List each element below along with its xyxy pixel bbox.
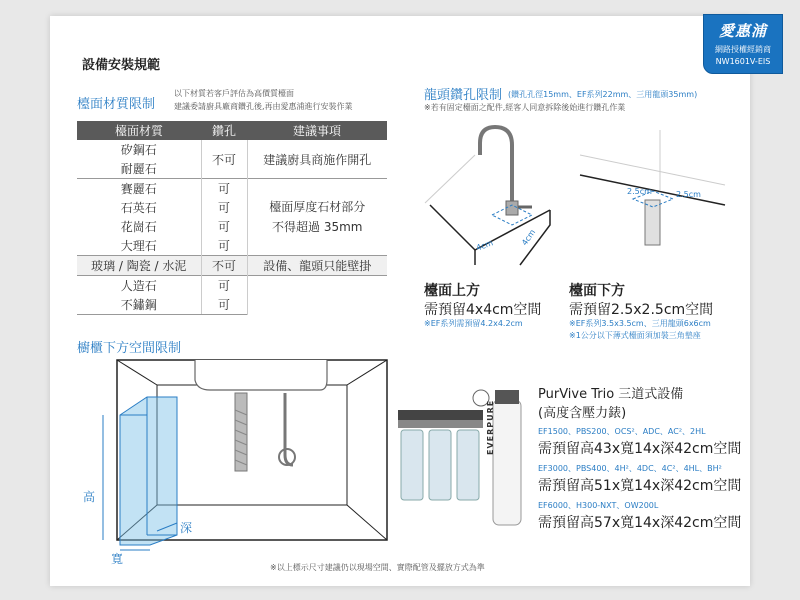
faucet-spec: (鑽孔孔徑15mm、EF系列22mm、三用龍頭35mm) <box>508 90 698 99</box>
product-brand-label: EVERPURE <box>486 399 495 455</box>
table-row <box>77 179 387 199</box>
below-requirement: 需預留2.5x2.5cm空間 <box>569 302 714 318</box>
label-depth: 深 <box>180 521 193 535</box>
dim-2.5cm-left: 2.5cm <box>627 187 652 196</box>
product-title: PurVive Trio 三道式設備 <box>538 387 684 402</box>
badge-line2: 網路授權經銷商 <box>715 45 771 54</box>
dim-4cm-left: 4cm <box>474 238 495 253</box>
advice-cell: 設備、龍頭只能壁掛 <box>247 256 387 276</box>
badge-code: NW1601V-EIS <box>715 57 771 66</box>
material-cell: 矽鋼石 <box>120 143 157 157</box>
below-note2: ※1公分以下薄式檯面須加裝三角墊座 <box>569 331 701 340</box>
model-group-3-req: 需預留高57x寬14x深42cm空間 <box>538 515 742 531</box>
below-note1: ※EF系列3.5x3.5cm、三用龍頭6x6cm <box>569 319 711 328</box>
advice-line1: 檯面厚度石材部分 <box>269 200 366 214</box>
cabinet-diagram <box>75 355 405 565</box>
label-width: 寬 <box>111 552 124 566</box>
header-drill: 鑽孔 <box>201 121 247 140</box>
advice-cell <box>247 179 387 256</box>
faucet-heading: 龍頭鑽孔限制 <box>424 88 503 103</box>
model-group-1-req: 需預留高43x寬14x深42cm空間 <box>538 441 742 457</box>
material-cell: 大理石 <box>120 239 157 253</box>
label-height: 高 <box>83 490 96 504</box>
drill-cell: 不可 <box>201 140 247 179</box>
table-header-row <box>77 121 387 140</box>
countertop-note <box>174 87 353 113</box>
dim-2.5cm-right: 2.5cm <box>676 190 701 199</box>
advice-line2: 不得超過 35mm <box>272 220 363 234</box>
model-group-3: EF6000、H300-NXT、OW200L <box>538 501 659 510</box>
model-group-2-req: 需預留高51x寬14x深42cm空間 <box>538 478 742 494</box>
advice-cell <box>247 276 387 315</box>
material-table <box>77 121 387 315</box>
advice-cell: 建議廚具商施作開孔 <box>247 140 387 179</box>
above-title: 檯面上方 <box>424 283 480 299</box>
drill-cell: 可 <box>201 217 247 236</box>
dealer-badge[interactable] <box>703 14 783 74</box>
dim-4cm-right: 4cm <box>519 227 538 248</box>
footnote: ※以上標示尺寸建議仍以現場空間、實際配管及擺放方式為準 <box>270 563 485 572</box>
above-requirement: 需預留4x4cm空間 <box>424 302 542 318</box>
countertop-note-line2: 建議委請廚具廠商鑽孔後,再由愛惠浦進行安裝作業 <box>174 102 353 111</box>
material-cell: 石英石 <box>120 201 157 215</box>
table-row <box>77 140 387 159</box>
product-subtitle: (高度含壓力錶) <box>538 406 627 421</box>
table-row <box>77 256 387 276</box>
faucet-note: ※若有固定檯面之配件,經客人同意拆除後始進行鑽孔作業 <box>424 103 626 112</box>
material-cell: 耐麗石 <box>120 162 157 176</box>
material-cell: 花崗石 <box>120 220 157 234</box>
above-note: ※EF系列需預留4.2x4.2cm <box>424 319 523 328</box>
model-group-1: EF1500、PBS200、OCS²、ADC、AC²、2HL <box>538 427 706 436</box>
drill-cell: 可 <box>201 198 247 217</box>
page-title: 設備安裝規範 <box>82 58 161 73</box>
model-group-2: EF3000、PBS400、4H²、4DC、4C²、4HL、BH² <box>538 464 722 473</box>
drill-cell: 可 <box>201 236 247 256</box>
filter-product-image <box>393 380 528 530</box>
material-cell: 不鏽鋼 <box>77 295 201 315</box>
material-cell: 玻璃 / 陶瓷 / 水泥 <box>77 256 201 276</box>
cabinet-heading: 櫥櫃下方空間限制 <box>77 341 182 356</box>
countertop-heading: 檯面材質限制 <box>77 97 156 112</box>
countertop-note-line1: 以下材質若客戶評估為高價質檯面 <box>174 89 294 98</box>
drill-cell: 可 <box>201 179 247 199</box>
table-row <box>77 276 387 296</box>
drill-cell: 可 <box>201 295 247 315</box>
below-title: 檯面下方 <box>569 283 625 299</box>
header-advice: 建議事項 <box>247 121 387 140</box>
header-material: 檯面材質 <box>77 121 201 140</box>
material-cell: 賽麗石 <box>77 179 201 199</box>
brand-logo: 愛惠浦 <box>718 22 767 40</box>
drill-cell: 可 <box>201 276 247 296</box>
drill-cell: 不可 <box>201 256 247 276</box>
material-cell: 人造石 <box>77 276 201 296</box>
